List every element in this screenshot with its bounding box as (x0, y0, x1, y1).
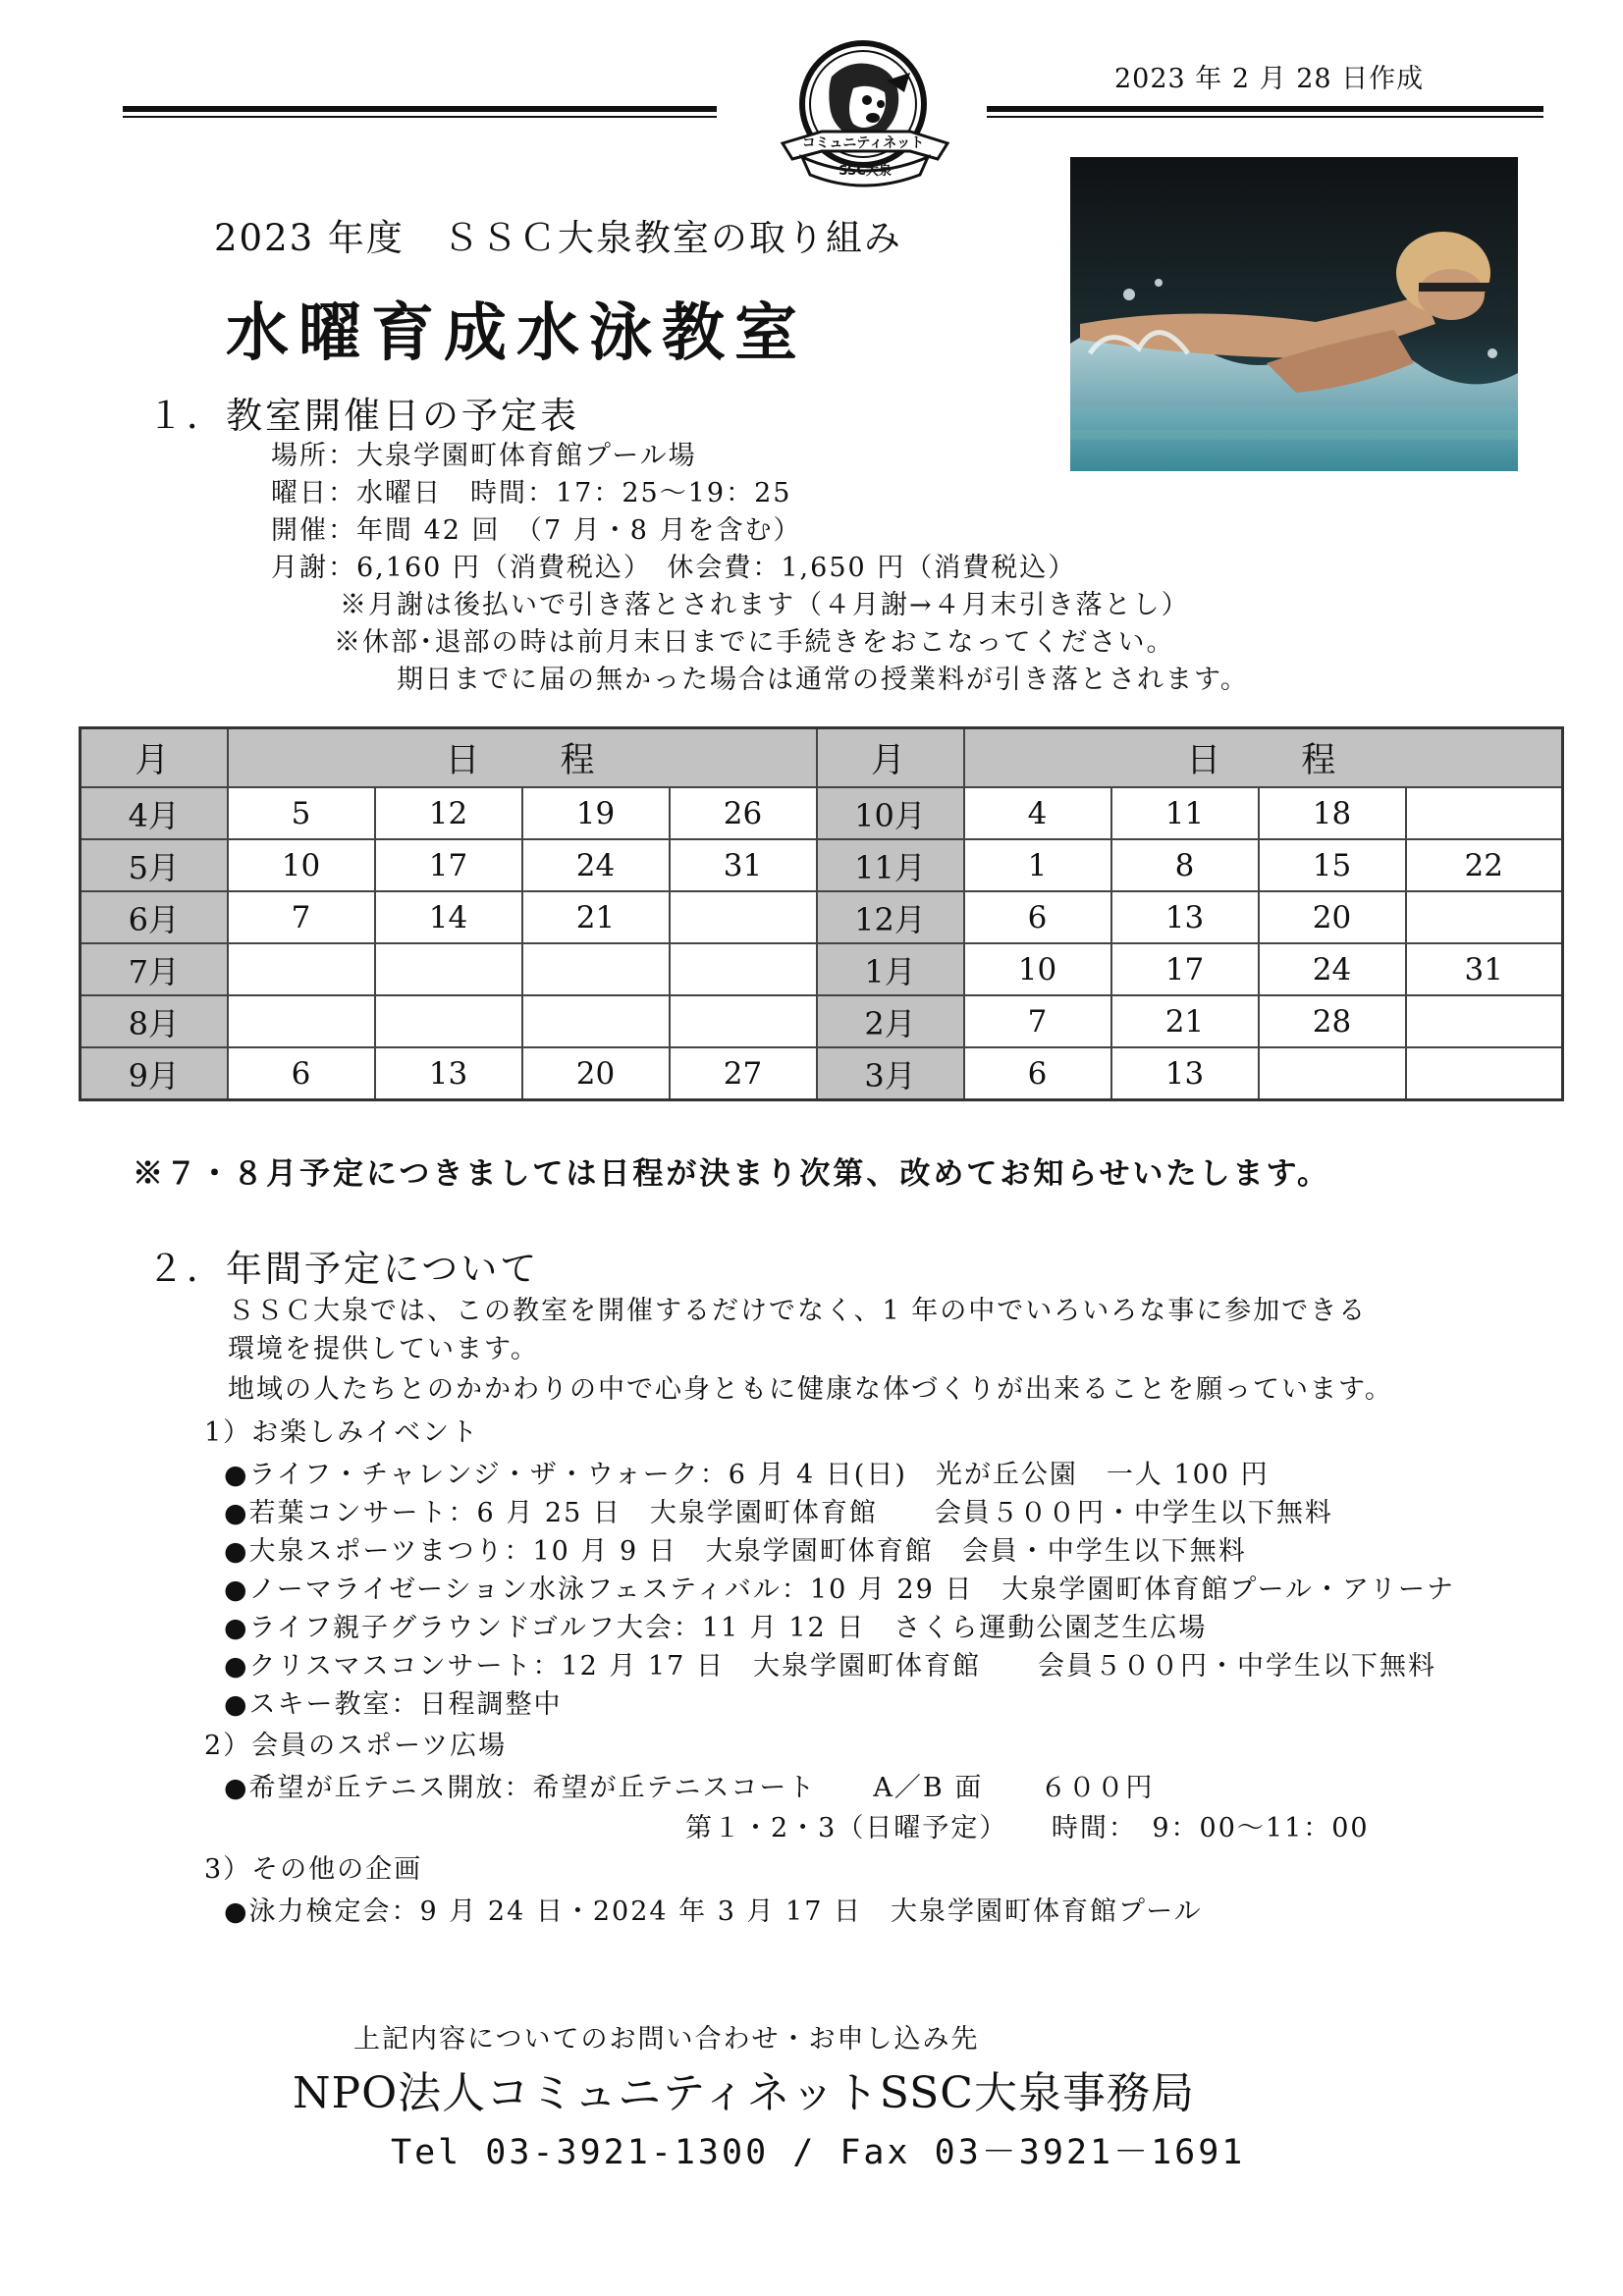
info-note-leave: ※休部･退部の時は前月末日までに手続きをおこなってください。 (334, 627, 1175, 658)
date-cell: 12 (375, 787, 522, 839)
date-cell: 15 (1259, 839, 1406, 891)
date-cell: 13 (1111, 891, 1259, 943)
info-note-deadline: 期日までに届の無かった場合は通常の授業料が引き落とされます。 (397, 665, 1249, 695)
logo-text-top: コミュニティネット (801, 135, 925, 151)
date-cell: 7 (964, 995, 1111, 1047)
event-item: ●若葉コンサート：6 月 25 日 大泉学園町体育館 会員５００円・中学生以下無料 (224, 1498, 1333, 1528)
date-cell: 20 (522, 1047, 670, 1100)
dates-header: 日 程 (228, 728, 817, 788)
date-cell (1406, 1047, 1563, 1100)
note-july-august: ※７・８月予定につきましては日程が決まり次第、改めてお知らせいたします。 (133, 1156, 1330, 1192)
table-row (81, 943, 1563, 995)
date-cell: 26 (670, 787, 817, 839)
date-cell: 21 (522, 891, 670, 943)
month-header: 月 (817, 728, 964, 788)
month-cell: 2月 (817, 995, 964, 1047)
month-cell: 6月 (81, 891, 228, 943)
date-cell: 22 (1406, 839, 1563, 891)
date-cell: 5 (228, 787, 375, 839)
date-cell: 31 (670, 839, 817, 891)
date-cell: 18 (1259, 787, 1406, 839)
header-rule-right-top (987, 106, 1543, 112)
date-cell: 27 (670, 1047, 817, 1100)
main-title: 水曜育成水泳教室 (226, 296, 807, 370)
events-title: 1）お楽しみイベント (204, 1417, 480, 1448)
dates-header: 日 程 (964, 728, 1563, 788)
header-rule-left-bottom (123, 116, 717, 118)
date-cell: 19 (522, 787, 670, 839)
month-cell: 5月 (81, 839, 228, 891)
date-cell (670, 995, 817, 1047)
date-cell: 6 (964, 891, 1111, 943)
tennis-schedule: 第１・2・3（日曜予定） 時間： 9：00～11：00 (685, 1813, 1370, 1843)
contact-numbers: Tel 03-3921-1300 / Fax 03－3921－1691 (391, 2133, 1246, 2172)
section2-heading: ２．年間予定について (147, 1248, 540, 1290)
logo-text-bottom: SSC大泉 (839, 164, 892, 179)
date-cell: 6 (228, 1047, 375, 1100)
schedule-table (79, 726, 1564, 1101)
date-cell: 10 (964, 943, 1111, 995)
month-cell: 3月 (817, 1047, 964, 1100)
event-item: ●クリスマスコンサート：12 月 17 日 大泉学園町体育館 会員５００円・中学生以下無料 (224, 1651, 1436, 1682)
table-row (81, 787, 1563, 839)
date-cell (228, 995, 375, 1047)
date-cell (1406, 787, 1563, 839)
event-item: ●ノーマライゼーション水泳フェスティバル：10 月 29 日 大泉学園町体育館プール・アリーナ (224, 1575, 1455, 1605)
month-cell: 7月 (81, 943, 228, 995)
date-cell: 21 (1111, 995, 1259, 1047)
date-cell: 7 (228, 891, 375, 943)
month-cell: 9月 (81, 1047, 228, 1100)
inquiry-label: 上記内容についてのお問い合わせ・お申し込み先 (353, 2024, 980, 2055)
date-cell: 24 (522, 839, 670, 891)
ssc-logo (763, 37, 964, 194)
date-cell (670, 943, 817, 995)
event-item: ●ライフ親子グラウンドゴルフ大会：11 月 12 日 さくら運動公園芝生広場 (224, 1613, 1208, 1643)
intro-line-2: 環境を提供しています。 (228, 1334, 539, 1364)
intro-line-3: 地域の人たちとのかかわりの中で心身ともに健康な体づくりが出来ることを願っています。 (228, 1374, 1393, 1405)
info-place: 場所：大泉学園町体育館プール場 (271, 441, 697, 471)
date-cell: 31 (1406, 943, 1563, 995)
date-cell (1406, 891, 1563, 943)
info-count: 開催：年間 42 回 （7 月・8 月を含む） (271, 515, 802, 546)
date-cell: 1 (964, 839, 1111, 891)
event-item: ●スキー教室：日程調整中 (224, 1689, 563, 1720)
table-row (81, 995, 1563, 1047)
event-item: ●ライフ・チャレンジ・ザ・ウォーク：6 月 4 日(日) 光が丘公園 一人 100 円 (224, 1460, 1270, 1490)
created-date: 2023 年 2 月 28 日作成 (1114, 64, 1425, 94)
swimmer-photo (1070, 157, 1518, 471)
date-cell: 24 (1259, 943, 1406, 995)
org-name: NPO法人コミュニティネットSSC大泉事務局 (293, 2068, 1195, 2118)
info-note-payment: ※月謝は後払いで引き落とされます（４月謝→４月末引き落とし） (340, 590, 1190, 620)
date-cell: 10 (228, 839, 375, 891)
date-cell (1406, 995, 1563, 1047)
tennis-item: ●希望が丘テニス開放：希望が丘テニスコート A／B 面 ６００円 (224, 1773, 1155, 1803)
info-day-time: 曜日：水曜日 時間：17：25～19：25 (271, 478, 792, 508)
date-cell: 6 (964, 1047, 1111, 1100)
subtitle: 2023 年度 ＳＳＣ大泉教室の取り組み (214, 217, 902, 259)
header-rule-right-bottom (987, 116, 1543, 118)
month-header: 月 (81, 728, 228, 788)
sports-title: 2）会員のスポーツ広場 (204, 1731, 508, 1761)
date-cell: 11 (1111, 787, 1259, 839)
date-cell (375, 995, 522, 1047)
date-cell (522, 943, 670, 995)
header-rule-left-top (123, 106, 717, 112)
month-cell: 8月 (81, 995, 228, 1047)
date-cell (375, 943, 522, 995)
date-cell: 4 (964, 787, 1111, 839)
other-title: 3）その他の企画 (204, 1854, 423, 1885)
date-cell: 14 (375, 891, 522, 943)
date-cell (228, 943, 375, 995)
month-cell: 10月 (817, 787, 964, 839)
date-cell: 8 (1111, 839, 1259, 891)
date-cell: 13 (375, 1047, 522, 1100)
event-item: ●大泉スポーツまつり：10 月 9 日 大泉学園町体育館 会員・中学生以下無料 (224, 1536, 1247, 1567)
month-cell: 11月 (817, 839, 964, 891)
table-row (81, 839, 1563, 891)
date-cell (1259, 1047, 1406, 1100)
test-item: ●泳力検定会：9 月 24 日・2024 年 3 月 17 日 大泉学園町体育館プール (224, 1896, 1203, 1927)
date-cell: 28 (1259, 995, 1406, 1047)
date-cell: 20 (1259, 891, 1406, 943)
month-cell: 1月 (817, 943, 964, 995)
table-row (81, 891, 1563, 943)
date-cell: 17 (1111, 943, 1259, 995)
month-cell: 12月 (817, 891, 964, 943)
month-cell: 4月 (81, 787, 228, 839)
section1-heading: １．教室開催日の予定表 (147, 395, 579, 437)
date-cell: 17 (375, 839, 522, 891)
info-fee: 月謝：6,160 円（消費税込） 休会費：1,650 円（消費税込） (271, 553, 1077, 583)
intro-line-1: ＳＳＣ大泉では、この教室を開催するだけでなく、1 年の中でいろいろな事に参加できる (228, 1296, 1368, 1326)
date-cell: 13 (1111, 1047, 1259, 1100)
table-row (81, 1047, 1563, 1100)
schedule-header-row (81, 728, 1563, 788)
date-cell (522, 995, 670, 1047)
date-cell (670, 891, 817, 943)
